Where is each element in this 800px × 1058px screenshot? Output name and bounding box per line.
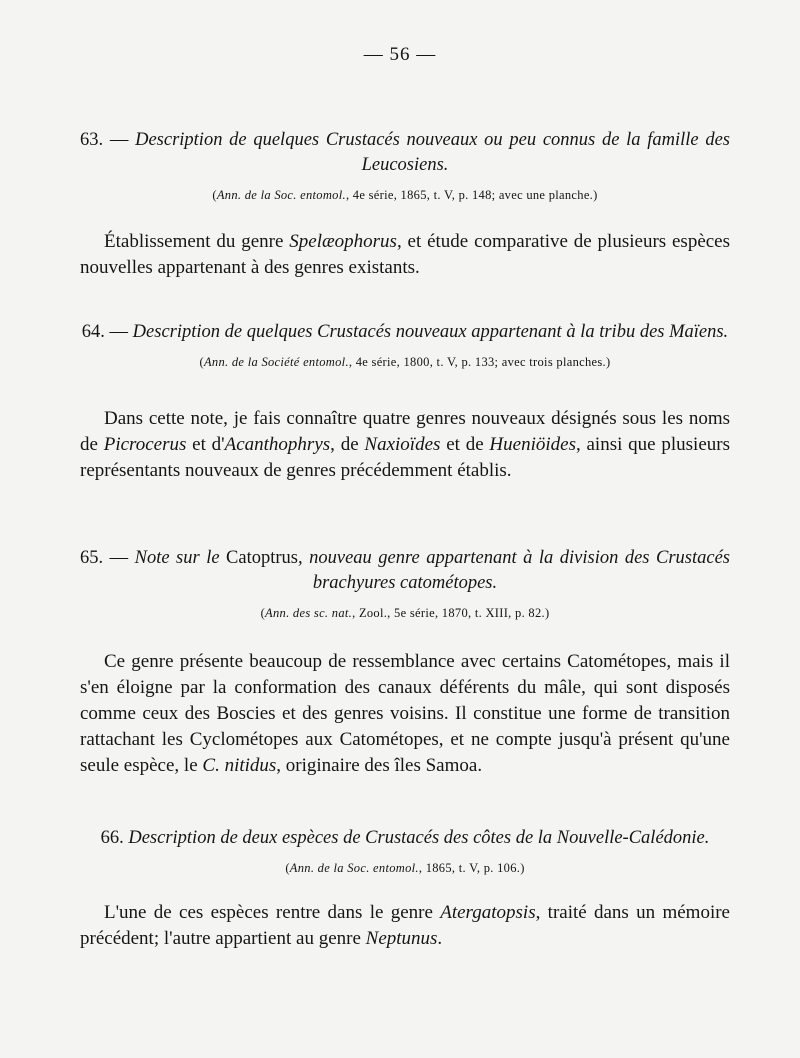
entry-63: [80, 128, 730, 281]
entry-title: [80, 546, 730, 596]
body-text: .: [437, 928, 443, 949]
page-number: — 56 —: [363, 44, 437, 65]
body-text: Établissement du genre: [104, 231, 290, 252]
citation: (Ann. de la Société entomol., 4e série, 1800, t. V, p. 133; avec trois planches.): [199, 355, 611, 369]
genus-name: Spelæophorus: [289, 231, 397, 252]
entry-title-text: Description de quelques Crustacés nouveaux appartenant à la tribu des Maïens.: [132, 322, 729, 342]
entry-title: [80, 826, 730, 851]
entry-66: [80, 826, 730, 952]
entry-64: [80, 320, 730, 484]
body-text: Ce genre présente beaucoup de ressemblance avec certains Catométopes, mais il s'en éloigne par la conformation des canaux déférents du mâle, qui sont disposés comme ceux des Boscies et des genres voisins. Il constitue une forme de transition rattachant les Cyclométopes aux Catométopes, et ne compte jusqu'à présent qu'une seule espèce, le: [80, 651, 730, 776]
body-text: et de: [440, 434, 490, 455]
entry-body: [80, 900, 730, 952]
citation-journal: Ann. de la Soc. entomol.: [216, 188, 346, 202]
entry-number: 65. —: [80, 548, 129, 568]
citation-details: , 4e série, 1800, t. V, p. 133; avec trois planches.): [348, 355, 611, 369]
citation: (Ann. de la Soc. entomol., 4e série, 1865, t. V, p. 148; avec une planche.): [212, 188, 598, 202]
body-text: , originaire des îles Samoa.: [276, 755, 483, 776]
citation-journal: Ann. de la Société entomol.: [204, 355, 349, 369]
entry-65: [80, 546, 730, 779]
species-name: C. nitidus: [202, 755, 277, 776]
entry-body: [80, 649, 730, 779]
entry-body: [80, 406, 730, 484]
entry-title-text: , nouveau genre appartenant à la division des Crustacés brachyures catométopes.: [298, 548, 730, 593]
entry-title-text: Note sur le: [134, 548, 227, 568]
entry-body: [80, 229, 730, 281]
citation-details: , 1865, t. V, p. 106.): [418, 861, 525, 875]
entry-number: 63. —: [80, 130, 129, 150]
genus-name: Acanthophrys: [224, 434, 331, 455]
entry-title-text: Description de quelques Crustacés nouveaux ou peu connus de la famille des Leucosiens.: [135, 130, 731, 175]
body-text: L'une de ces espèces rentre dans le genre: [104, 902, 441, 923]
genus-name: Catoptrus: [226, 548, 298, 568]
entry-title: [80, 128, 730, 178]
body-text: , traité dans un mémoire précédent; l'autre appartient au genre: [80, 902, 730, 949]
genus-name: Atergatopsis: [440, 902, 536, 923]
citation-details: , 4e série, 1865, t. V, p. 148; avec une planche.): [345, 188, 598, 202]
body-text: Dans cette note, je fais connaître quatre genres nouveaux désignés sous les noms de: [80, 408, 730, 455]
genus-name: Picrocerus: [103, 434, 187, 455]
body-text: , de: [330, 434, 365, 455]
citation-details: , Zool., 5e série, 1870, t. XIII, p. 82.): [352, 606, 550, 620]
body-text: et d': [186, 434, 225, 455]
body-text: , et étude comparative de plusieurs espèces nouvelles appartenant à des genres existants.: [80, 231, 731, 278]
entry-number: 66.: [100, 828, 124, 848]
genus-name: Naxioïdes: [364, 434, 441, 455]
citation: (Ann. de la Soc. entomol., 1865, t. V, p. 106.): [285, 861, 525, 875]
genus-name: Hueniöides: [489, 434, 576, 455]
entry-title-text: Description de deux espèces de Crustacés des côtes de la Nouvelle-Calédonie.: [128, 828, 710, 848]
entry-number: 64. —: [81, 322, 129, 342]
genus-name: Neptunus: [365, 928, 438, 949]
body-text: , ainsi que plusieurs représentants nouveaux de genres précédemment établis.: [80, 434, 730, 481]
citation-journal: Ann. de la Soc. entomol.: [289, 861, 419, 875]
citation-journal: Ann. des sc. nat.: [265, 606, 353, 620]
citation: (Ann. des sc. nat., Zool., 5e série, 1870, t. XIII, p. 82.): [260, 606, 550, 620]
entry-title: [80, 320, 730, 345]
